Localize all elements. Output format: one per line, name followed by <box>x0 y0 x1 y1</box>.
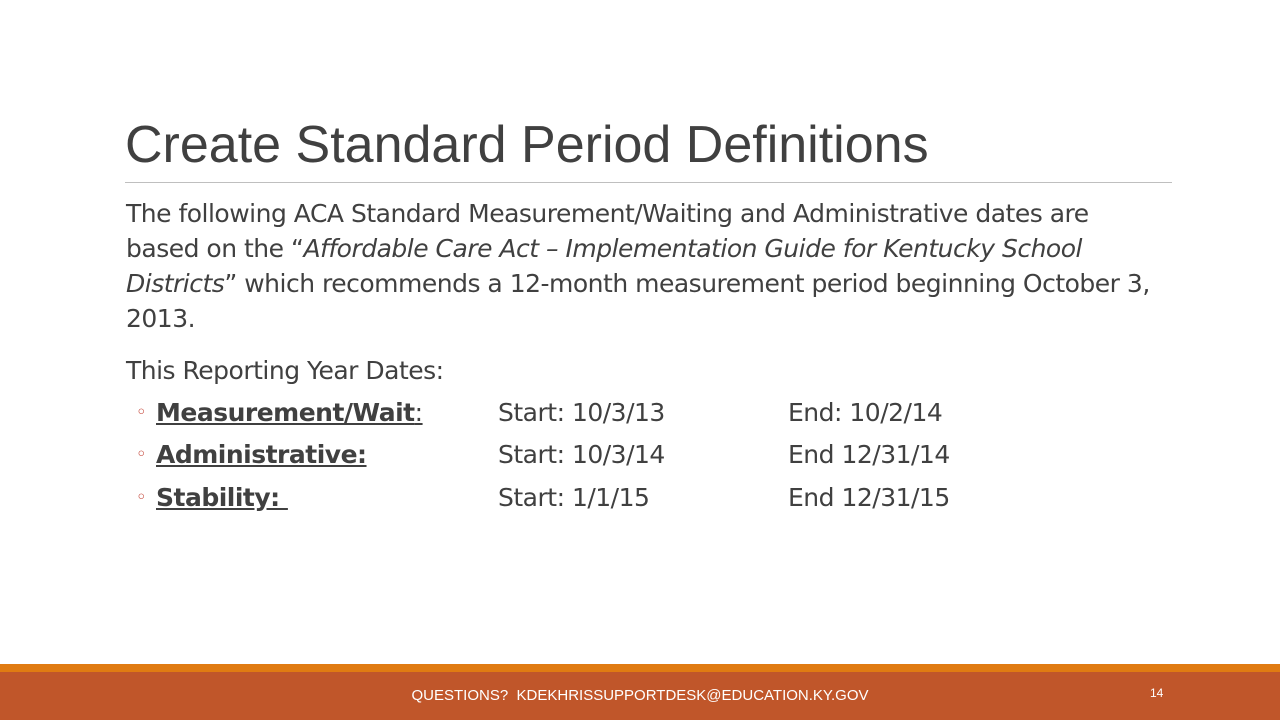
period-start: Start: 10/3/14 <box>498 440 665 469</box>
footer-accent-bar <box>0 664 1280 672</box>
period-end: End 12/31/15 <box>788 483 950 512</box>
page-number: 14 <box>1150 686 1164 700</box>
intro-text-part1: The following ACA Standard Measurement/Waiting and Administrative dates are based on the “ <box>126 199 1089 263</box>
period-start: Start: 10/3/13 <box>498 398 665 427</box>
bullet-icon: ◦ <box>136 444 147 465</box>
period-end: End 12/31/14 <box>788 440 950 469</box>
period-end: End: 10/2/14 <box>788 398 943 427</box>
period-start: Start: 1/1/15 <box>498 483 650 512</box>
footer-contact: QUESTIONS? KDEKHRISSUPPORTDESK@EDUCATION.KY.GOV <box>411 687 869 704</box>
guide-title: Affordable Care Act – Implementation Guide for Kentucky School Districts <box>126 234 1082 298</box>
reporting-year-heading: This Reporting Year Dates: <box>126 356 444 385</box>
bullet-icon: ◦ <box>136 487 147 508</box>
period-label: Stability: <box>156 483 288 512</box>
intro-text-part2: ” which recommends a 12-month measurement period beginning October 3, 2013. <box>126 269 1150 333</box>
period-label: Administrative: <box>156 440 367 469</box>
slide-title: Create Standard Period Definitions <box>125 116 929 174</box>
title-divider <box>125 182 1172 183</box>
intro-paragraph <box>126 196 1166 336</box>
period-label: Measurement/Wait: <box>156 398 423 427</box>
bullet-icon: ◦ <box>136 402 147 423</box>
